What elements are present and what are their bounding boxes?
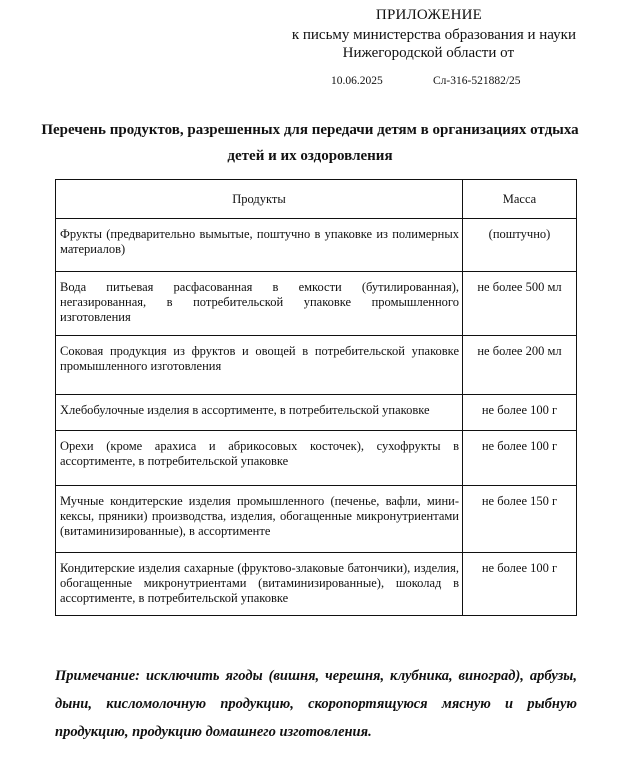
mass-cell: не более 500 мл: [463, 272, 577, 336]
product-cell: Орехи (кроме арахиса и абрикосовых косточек), сухофрукты в ассортименте, в потребительской упаковке: [56, 431, 463, 486]
letter-reference: к письму министерства образования и науки: [291, 27, 576, 43]
table-row: [56, 395, 577, 431]
product-cell: Мучные кондитерские изделия промышленного (печенье, вафли, мини-кексы, пряники) производства, изделия, обогащенные микронутриентами (витаминизированные), в ассортименте: [56, 486, 463, 553]
note-paragraph: Примечание: исключить ягоды (вишня, черешня, клубника, виноград), арбузы, дыни, кисломолочную продукцию, скоропортящуюся мясную и рыбную продукцию, продукцию домашнего изготовления.: [55, 668, 577, 740]
mass-cell: не более 150 г: [463, 486, 577, 553]
table-row: [56, 272, 577, 336]
table-header-row: [56, 180, 577, 219]
table-row: [56, 219, 577, 272]
table-row: [56, 553, 577, 616]
region-reference: Нижегородской области от: [342, 45, 514, 61]
letter-date: 10.06.2025: [331, 75, 383, 87]
table-row: [56, 486, 577, 553]
document-title: Перечень продуктов, разрешенных для передачи детям в организациях отдыха детей и их оздоровления: [41, 122, 579, 164]
product-cell: Соковая продукция из фруктов и овощей в потребительской упаковке промышленного изготовления: [56, 336, 463, 395]
product-cell: Вода питьевая расфасованная в емкости (бутилированная), негазированная, в потребительской упаковке промышленного изготовления: [56, 272, 463, 336]
appendix-label: ПРИЛОЖЕНИЕ: [375, 7, 482, 23]
mass-cell: (поштучно): [463, 219, 577, 272]
column-header-products: Продукты: [56, 180, 463, 219]
products-table: [55, 179, 577, 616]
product-cell: Кондитерские изделия сахарные (фруктово-злаковые батончики), изделия, обогащенные микронутриентами (витаминизированные), шоколад в ассортименте, в потребительской упаковке: [56, 553, 463, 616]
column-header-mass: Масса: [463, 180, 577, 219]
mass-cell: не более 100 г: [463, 553, 577, 616]
mass-cell: не более 100 г: [463, 431, 577, 486]
product-cell: Фрукты (предварительно вымытые, поштучно в упаковке из полимерных материалов): [56, 219, 463, 272]
letter-number: Сл-316-521882/25: [433, 75, 521, 87]
product-cell: Хлебобулочные изделия в ассортименте, в потребительской упаковке: [56, 395, 463, 431]
mass-cell: не более 100 г: [463, 395, 577, 431]
table-row: [56, 431, 577, 486]
mass-cell: не более 200 мл: [463, 336, 577, 395]
table-row: [56, 336, 577, 395]
